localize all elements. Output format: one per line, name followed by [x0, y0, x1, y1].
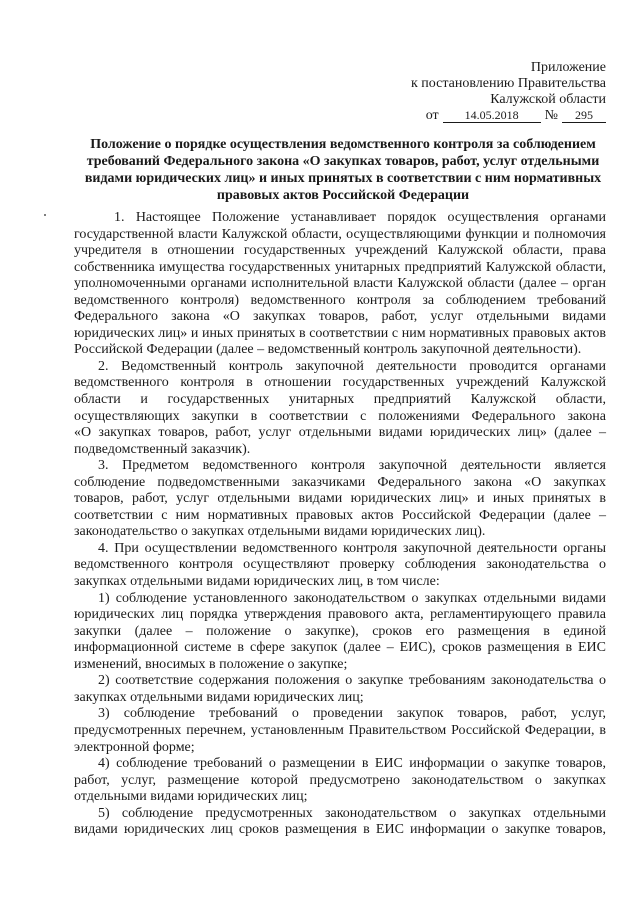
text-line: собственника имущества государственных унитарных предприятий Калужской области, [74, 259, 606, 275]
annex-line-1: Приложение [530, 60, 606, 75]
text-line: 5) соблюдение предусмотренных законодательством о закупках отдельными [98, 805, 606, 821]
paragraph-3 [74, 458, 606, 541]
text-line: уполномоченными органами исполнительной власти Калужской области (далее – орган [74, 276, 606, 292]
text-line: отдельными видами юридических лиц; [74, 789, 308, 805]
paragraph-1 [74, 210, 606, 359]
text-line: «О закупках товаров, работ, услуг отдельными видами юридических лиц» (далее – [74, 425, 606, 441]
text-line: юридических лиц» и иных принятых в соответствии с ним нормативных правовых актов [74, 325, 606, 341]
paragraph-4 [74, 541, 606, 591]
title-line: видами юридических лиц» и иных принятых в соответствии с ним нормативных [84, 171, 602, 186]
text-line: 2) соответствие содержания положения о закупке требованиям законодательства о [98, 673, 606, 689]
text-line: ведомственного контроля) ведомственного контроля за соблюдением требований [74, 292, 606, 308]
annex-line-3: Калужской области [490, 92, 606, 107]
text-line: 3. Предметом ведомственного контроля закупочной деятельности является [98, 458, 606, 474]
text-line: государственной власти Калужской области, осуществляющими функции и полномочия [74, 226, 606, 242]
list-item-4 [74, 756, 606, 806]
text-line: информационной системе в сфере закупок (далее – ЕИС), сроков размещения в ЕИС [74, 640, 606, 656]
title-line: правовых актов Российской Федерации [216, 188, 470, 203]
decree-date: 14.05.2018 [443, 109, 541, 123]
text-line: законодательство о закупках отдельными видами юридических лиц). [74, 524, 486, 540]
paragraph-2 [74, 359, 606, 458]
text-line: закупках отдельными видами юридических лиц; [74, 689, 364, 705]
text-line: ведомственного контроля осуществляют проверку соблюдения законодательства о [74, 557, 606, 573]
title-line: требований Федерального закона «О закупках товаров, работ, услуг отдельными [86, 154, 600, 169]
text-line: 1. Настоящее Положение устанавливает порядок осуществления органами [114, 210, 606, 225]
decree-number: 295 [562, 109, 606, 123]
text-line: 4) соблюдение требований о размещении в ЕИС информации о закупке товаров, [98, 756, 606, 772]
document-title [78, 136, 608, 204]
scan-speck [44, 214, 46, 216]
from-label: от [425, 108, 439, 123]
annex-line-2: к постановлению Правительства [410, 76, 606, 91]
list-item-2 [74, 673, 606, 706]
text-line: соответствии с ним нормативных правовых актов Российской Федерации (далее – [74, 507, 606, 523]
list-item-5 [74, 806, 606, 839]
text-line: ведомственного контроля в отношении государственных учреждений Калужской [74, 375, 606, 391]
text-line: товаров, работ, услуг отдельными видами юридических лиц» и иных принятых в [74, 491, 606, 507]
document-body [74, 210, 606, 839]
list-item-3 [74, 706, 606, 756]
number-label: № [544, 108, 558, 123]
text-line: предусмотренных перечнем, установленным Правительством Российской Федерации, в [74, 722, 606, 738]
text-line: юридических лиц порядка утверждения правового акта, регламентирующего правила [74, 607, 606, 623]
title-line: Положение о порядке осуществления ведомственного контроля за соблюдением [90, 137, 596, 152]
text-line: видами юридических лиц сроков размещения в ЕИС информации о закупке товаров, [74, 822, 606, 838]
text-line: осуществляющих закупки в соответствии с положениями Федерального закона [74, 408, 606, 424]
text-line: Федерального закона «О закупках товаров, работ, услуг отдельными видами [74, 309, 606, 325]
text-line: 3) соблюдение требований о проведении закупок товаров, работ, услуг, [98, 706, 606, 722]
text-line: Российской Федерации (далее – ведомственный контроль закупочной деятельности). [74, 342, 582, 358]
text-line: закупках отдельными видами юридических лиц, в том числе: [74, 574, 440, 590]
text-line: 1) соблюдение установленного законодательством о закупках отдельными видами [98, 590, 606, 606]
text-line: учредителя в отношении государственных учреждений Калужской области, права [74, 243, 606, 259]
text-line: области и государственных унитарных предприятий Калужской области, [74, 392, 606, 408]
text-line: 2. Ведомственный контроль закупочной деятельности проводится органами [98, 358, 606, 374]
annex-header [346, 60, 606, 124]
text-line: изменений, вносимых в положение о закупке; [74, 656, 348, 672]
text-line: закупки (далее – положение о закупке), сроков его размещения в единой [74, 623, 606, 639]
text-line: электронной форме; [74, 739, 195, 755]
text-line: работ, услуг, размещение которой предусмотрено законодательством о закупках [74, 772, 606, 788]
list-item-1 [74, 591, 606, 674]
text-line: подведомственный заказчик). [74, 441, 251, 457]
annex-date-line [346, 108, 606, 124]
text-line: 4. При осуществлении ведомственного контроля закупочной деятельности органы [98, 540, 606, 556]
text-line: соблюдение подведомственными заказчиками Федерального закона «О закупках [74, 474, 606, 490]
